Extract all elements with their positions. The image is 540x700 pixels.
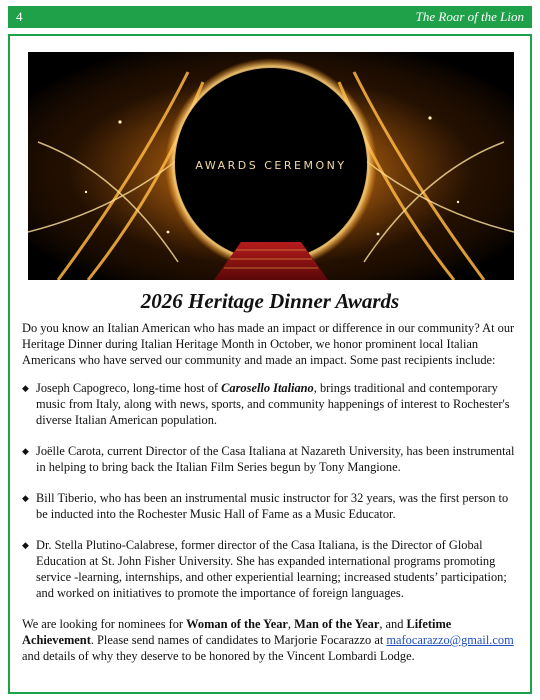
newsletter-title: The Roar of the Lion xyxy=(415,9,524,24)
closing-text: . Please send names of candidates to Marjorie Focarazzo at xyxy=(90,633,387,647)
award-man-of-year: Man of the Year xyxy=(294,617,380,631)
recipient-text: , brings traditional and contemporary music from Italy, along with news, sports, and community happenings of interest to Rochester's diverse Italian American population. xyxy=(36,381,510,427)
awards-ceremony-image xyxy=(28,52,514,280)
award-lifetime-achievement: Lifetime Achievement xyxy=(22,617,452,647)
closing-paragraph xyxy=(22,616,518,664)
recipient-text: Bill Tiberio, who has been an instrumental music instructor for 32 years, was the first person to be inducted into the Rochester Music Hall of Fame as a Music Educator. xyxy=(36,491,509,521)
recipient-item xyxy=(22,380,518,428)
recipient-item xyxy=(22,537,518,601)
closing-text: and details of why they deserve to be honored by the Vincent Lombardi Lodge. xyxy=(22,649,415,663)
recipient-item xyxy=(22,490,518,522)
awards-ceremony-banner xyxy=(28,52,514,280)
closing-text: , and xyxy=(379,617,407,631)
article-body xyxy=(22,320,518,664)
closing-text: We are looking for nominees for xyxy=(22,617,187,631)
diamond-bullet-icon: ◆ xyxy=(22,383,29,393)
article-title: 2026 Heritage Dinner Awards xyxy=(140,289,400,313)
diamond-bullet-icon: ◆ xyxy=(22,540,29,550)
recipient-item xyxy=(22,443,518,475)
recipients-list xyxy=(22,380,518,601)
diamond-bullet-icon: ◆ xyxy=(22,493,29,503)
page-header xyxy=(8,6,532,28)
intro-paragraph: Do you know an Italian American who has made an impact or difference in our community? At our Heritage Dinner during Italian Heritage Month in October, we honor prominent local Italian Americans who have served our community and made an impact. Some past recipients include: xyxy=(22,321,515,367)
award-woman-of-year: Woman of the Year xyxy=(186,617,288,631)
closing-text: , xyxy=(287,617,295,631)
banner-caption: AWARDS CEREMONY xyxy=(195,159,347,172)
page-number: 4 xyxy=(16,9,23,24)
recipient-text: Dr. Stella Plutino-Calabrese, former director of the Casa Italiana, is the Director of Global Education at St. John Fisher University. She has expanded international programs promoting service -learning, internships, and other experiential learning; increased students’ participation; and worked on initiatives to promote the importance of foreign languages. xyxy=(36,538,507,600)
recipient-text: Joëlle Carota, current Director of the Casa Italiana at Nazareth University, has been instrumental in helping to bring back the Italian Film Series begun by Tony Mangione. xyxy=(36,444,515,474)
show-name: Carosello Italiano xyxy=(221,381,314,395)
email-link[interactable]: mafocarazzo@gmail.com xyxy=(386,633,514,647)
diamond-bullet-icon: ◆ xyxy=(22,446,29,456)
recipient-text: Joseph Capogreco, long-time host of xyxy=(36,381,222,395)
